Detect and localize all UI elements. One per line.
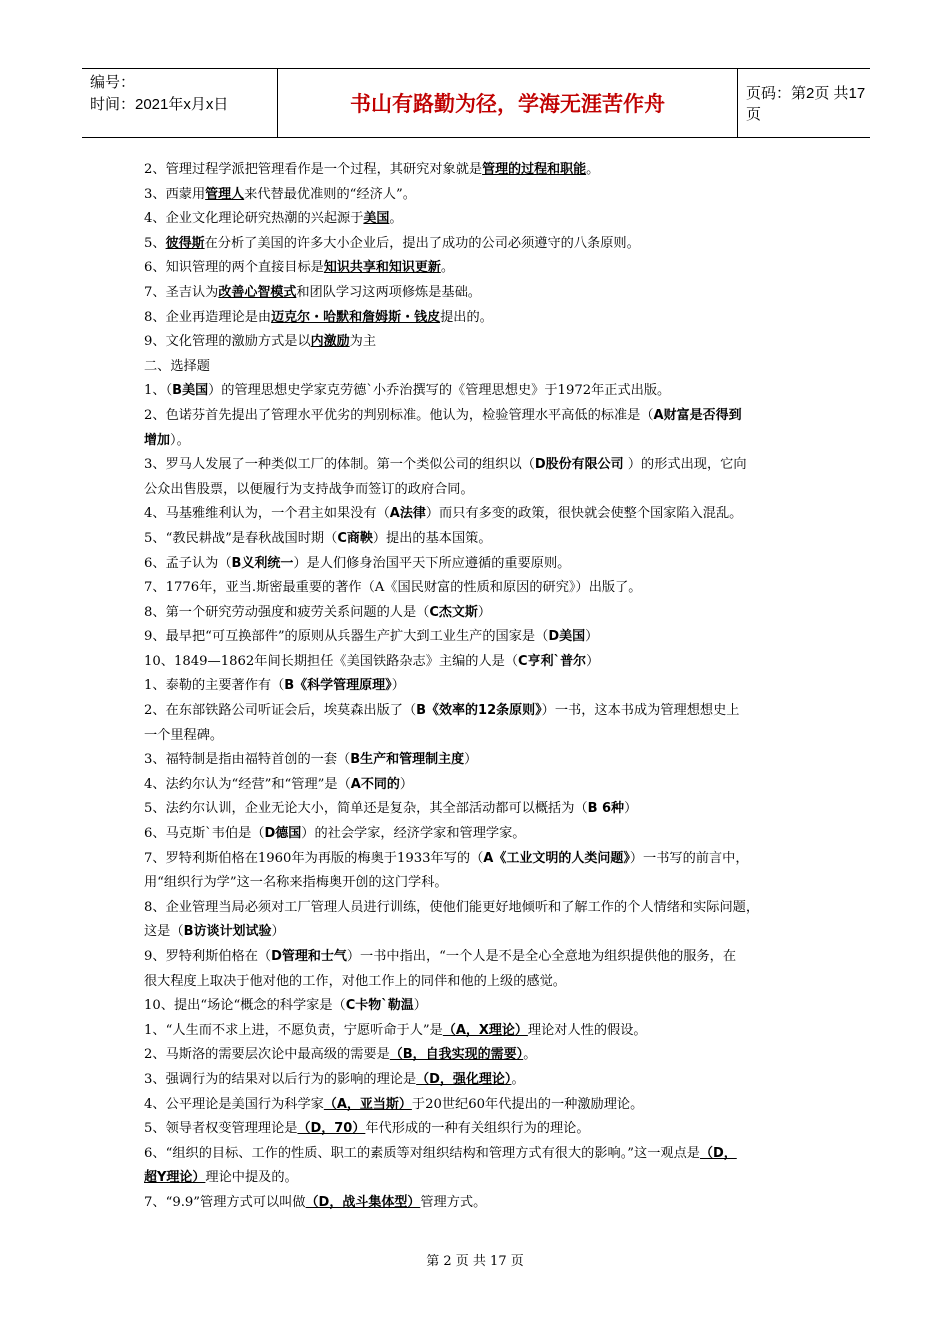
line-text: 。	[440, 260, 455, 276]
line-text: 。	[389, 211, 403, 227]
answer-text: D美国	[548, 629, 586, 645]
text-line	[144, 625, 804, 650]
answer-text: B《科学管理原理》	[284, 678, 392, 694]
answer-text: A《工业文明的人类问题》	[483, 850, 630, 866]
line-text: ）的形式出现，它向	[623, 457, 747, 473]
line-text: 3、福特制是指由福特首创的一套（	[144, 752, 351, 768]
answer-text: （D，强化理论）	[416, 1071, 512, 1087]
answer-text: 彼得斯	[165, 235, 205, 251]
line-text: 来代替最优准则的“经济人”。	[244, 186, 416, 202]
text-line	[144, 232, 804, 257]
line-text: 。	[523, 1047, 537, 1063]
line-text: 5、	[144, 235, 166, 251]
answer-text: 迈克尔・哈默和詹姆斯・钱皮	[271, 309, 441, 325]
text-line	[144, 158, 804, 183]
text-line	[144, 1043, 804, 1068]
line-text: ）	[271, 924, 285, 940]
line-text: 提出的。	[440, 309, 493, 325]
line-text: 这是（	[144, 924, 184, 940]
answer-text: B美国	[172, 383, 209, 399]
text-line	[144, 650, 804, 675]
line-text: ）	[586, 653, 600, 669]
line-text: ）一书中指出，“一个人是不是全心全意地为组织提供他的服务，在	[346, 949, 737, 964]
line-text: 为主	[349, 334, 377, 350]
line-text: 7、罗特利斯伯格在1960年为再版的梅奥于1933年写的（	[144, 850, 484, 866]
line-text: 7、“9.9”管理方式可以叫做	[144, 1194, 306, 1210]
line-text: 二、选择题	[144, 358, 210, 374]
document-body	[144, 158, 804, 1216]
answer-text: （D，战斗集体型）	[305, 1194, 421, 1210]
answer-text: B访谈计划试验	[183, 924, 272, 940]
line-text: ）	[399, 776, 414, 792]
text-line	[144, 1068, 804, 1093]
answer-text: C卡物`勒温	[345, 998, 414, 1014]
text-line	[144, 478, 804, 503]
line-text: 1、（	[144, 383, 173, 399]
line-text: 8、企业再造理论是由	[144, 309, 272, 325]
answer-text: B 6种	[587, 801, 625, 817]
document-date-label: 时间：2021年x月x日	[90, 96, 229, 113]
text-line	[144, 527, 804, 552]
line-text: 5、“教民耕战”是春秋战国时期（	[144, 530, 338, 546]
text-line	[144, 404, 804, 429]
line-text: 1、“人生而不求上进，不愿负责，宁愿听命于人”是	[144, 1022, 443, 1038]
line-text: 8、第一个研究劳动强度和疲劳关系问题的人是（	[144, 604, 430, 620]
text-line	[144, 699, 804, 724]
text-line	[144, 355, 804, 380]
answer-text: 美国	[363, 211, 390, 227]
line-text: 很大程度上取决于他对他的工作，对他工作上的同伴和他的上级的感觉。	[144, 973, 566, 989]
line-text: 。	[586, 162, 600, 177]
text-line	[144, 306, 804, 331]
line-text: 和团队学习这两项修炼是基础。	[296, 284, 481, 300]
line-text: 2、马斯洛的需要层次论中最高级的需要是	[144, 1047, 390, 1063]
line-text: 理论对人性的假设。	[527, 1022, 647, 1038]
text-line	[144, 379, 804, 404]
text-line	[144, 552, 804, 577]
text-line	[144, 281, 804, 306]
text-line	[144, 748, 804, 773]
text-line	[144, 183, 804, 208]
line-text: ）提出的基本国策。	[372, 530, 492, 546]
line-text: 10、1849—1862年间长期担任《美国铁路杂志》主编的人是（	[144, 653, 519, 669]
text-line	[144, 1166, 804, 1191]
answer-text: （A，亚当斯）	[323, 1096, 412, 1112]
answer-text: B《效率的12条原则》	[416, 703, 542, 719]
text-line	[144, 970, 804, 995]
answer-text: B义利统一	[231, 555, 294, 571]
line-text: 用“组织行为学”这一名称来指梅奥开创的这门学科。	[144, 875, 448, 891]
text-line	[144, 330, 804, 355]
line-text: 7、1776年，亚当.斯密最重要的著作（A《国民财富的性质和原因的研究》）出版了。	[144, 580, 642, 596]
line-text: ）一书写的前言中，	[629, 850, 749, 866]
text-line	[144, 847, 804, 872]
line-text: 2、管理过程学派把管理看作是一个过程，其研究对象就是	[144, 162, 483, 177]
line-text: ）	[624, 801, 638, 817]
line-text: ）	[464, 752, 478, 768]
line-text: ）而只有多变的政策，很快就会使整个国家陷入混乱。	[425, 506, 743, 522]
answer-text: B生产和管理制主度	[350, 752, 465, 768]
answer-text: （A，X理论）	[442, 1022, 528, 1038]
line-text: 9、最早把“可互换部件”的原则从兵器生产扩大到工业生产的国家是（	[144, 629, 549, 645]
line-text: ）一书，这本书成为管理想想史上	[541, 703, 740, 719]
line-text: 9、罗特利斯伯格在（	[144, 949, 272, 964]
answer-text: 改善心智模式	[218, 284, 297, 300]
line-text: 5、法约尔认训，企业无论大小，简单还是复杂，其全部活动都可以概括为（	[144, 801, 588, 817]
answer-text: D股份有限公司	[534, 457, 624, 473]
text-line	[144, 1142, 804, 1167]
answer-text: D德国	[264, 826, 302, 842]
answer-text: 管理人	[205, 186, 245, 202]
answer-text: 增加	[144, 432, 171, 448]
line-text: 3、罗马人发展了一种类似工厂的体制。第一个类似公司的组织以（	[144, 457, 535, 473]
line-text: 2、在东部铁路公司听证会后，埃莫森出版了（	[144, 703, 417, 719]
text-line	[144, 822, 804, 847]
text-line	[144, 502, 804, 527]
line-text: 5、领导者权变管理理论是	[144, 1121, 298, 1137]
answer-text: A法律	[389, 506, 426, 522]
line-text: ）	[391, 678, 405, 694]
answer-text: 超Y理论）	[144, 1170, 206, 1186]
line-text: ）是人们修身治国平天下所应遵循的重要原则。	[293, 555, 571, 571]
text-line	[144, 724, 804, 749]
line-text: 6、孟子认为（	[144, 555, 232, 571]
document-number-label: 编号：	[90, 74, 136, 91]
line-text: 4、马基雅维利认为，一个君主如果没有（	[144, 506, 390, 522]
text-line	[144, 1019, 804, 1044]
page-footer: 第 2 页 共 17 页	[426, 1254, 524, 1269]
line-text: 3、西蒙用	[144, 186, 206, 202]
header-motto: 书山有路勤为径，学海无涯苦作舟	[278, 69, 738, 137]
line-text: ）	[413, 998, 427, 1014]
line-text: ）。	[170, 432, 190, 448]
line-text: 8、企业管理当局必须对工厂管理人员进行训练，使他们能更好地倾听和了解工作的个人情绪和实际问题，	[144, 899, 760, 915]
answer-text: 管理的过程和职能	[482, 162, 587, 177]
line-text: 10、提出“场论“概念的科学家是（	[144, 998, 346, 1014]
answer-text: （D，	[699, 1145, 737, 1161]
text-line	[144, 896, 804, 921]
answer-text: （B，自我实现的需要）	[389, 1047, 524, 1063]
answer-text: C亨利`普尔	[518, 653, 587, 669]
line-text: 理论中提及的。	[205, 1170, 298, 1186]
text-line	[144, 453, 804, 478]
text-line	[144, 576, 804, 601]
page-header	[82, 68, 870, 138]
answer-text: （D，70）	[297, 1121, 366, 1137]
text-line	[144, 207, 804, 232]
text-line	[144, 871, 804, 896]
line-text: 6、马克斯`韦伯是（	[144, 826, 265, 842]
line-text: 。	[511, 1071, 525, 1087]
answer-text: A不同的	[350, 776, 400, 792]
line-text: 7、圣吉认为	[144, 284, 219, 300]
text-line	[144, 1117, 804, 1142]
line-text: 年代形成的一种有关组织行为的理论。	[365, 1121, 590, 1137]
line-text: 3、强调行为的结果对以后行为的影响的理论是	[144, 1071, 417, 1087]
header-page-info: 页码：第2页 共17页	[746, 85, 866, 123]
text-line	[144, 674, 804, 699]
line-text: 9、文化管理的激励方式是以	[144, 334, 311, 350]
line-text: ）的管理思想史学家克劳德`小乔治撰写的《管理思想史》于1972年正式出版。	[208, 383, 671, 399]
answer-text: C商鞅	[337, 530, 373, 546]
answer-text: C杰文斯	[429, 604, 478, 620]
line-text: 6、知识管理的两个直接目标是	[144, 260, 324, 276]
text-line	[144, 920, 804, 945]
line-text: 4、企业文化理论研究热潮的兴起源于	[144, 211, 364, 227]
line-text: 1、泰勒的主要著作有（	[144, 678, 285, 694]
line-text: 4、公平理论是美国行为科学家	[144, 1096, 324, 1112]
answer-text: 内激励	[310, 334, 350, 350]
text-line	[144, 994, 804, 1019]
text-line	[144, 1191, 804, 1216]
line-text: ）的社会学家，经济学家和管理学家。	[301, 826, 526, 842]
answer-text: D管理和士气	[271, 949, 347, 964]
line-text: 一个里程碑。	[144, 727, 224, 743]
text-line	[144, 1093, 804, 1118]
line-text: 管理方式。	[420, 1194, 487, 1210]
answer-text: 知识共享和知识更新	[323, 260, 441, 276]
line-text: ）	[585, 629, 599, 645]
text-line	[144, 797, 804, 822]
line-text: 4、法约尔认为“经营”和“管理”是（	[144, 776, 351, 792]
line-text: ）	[477, 604, 492, 620]
line-text: 于20世纪60年代提出的一种激励理论。	[411, 1096, 644, 1112]
header-meta	[82, 69, 278, 137]
text-line	[144, 773, 804, 798]
answer-text: A财富是否得到	[653, 407, 742, 423]
line-text: 2、色诺芬首先提出了管理水平优劣的判别标准。他认为，检验管理水平高低的标准是（	[144, 407, 654, 423]
line-text: 公众出售股票，以便履行为支持战争而签订的政府合同。	[144, 481, 474, 497]
text-line	[144, 429, 804, 454]
text-line	[144, 256, 804, 281]
text-line	[144, 945, 804, 970]
text-line	[144, 601, 804, 626]
line-text: 6、“组织的目标、工作的性质、职工的素质等对组织结构和管理方式有很大的影响。”这一观点是	[144, 1145, 700, 1161]
line-text: 在分析了美国的许多大小企业后，提出了成功的公司必须遵守的八条原则。	[204, 235, 640, 251]
